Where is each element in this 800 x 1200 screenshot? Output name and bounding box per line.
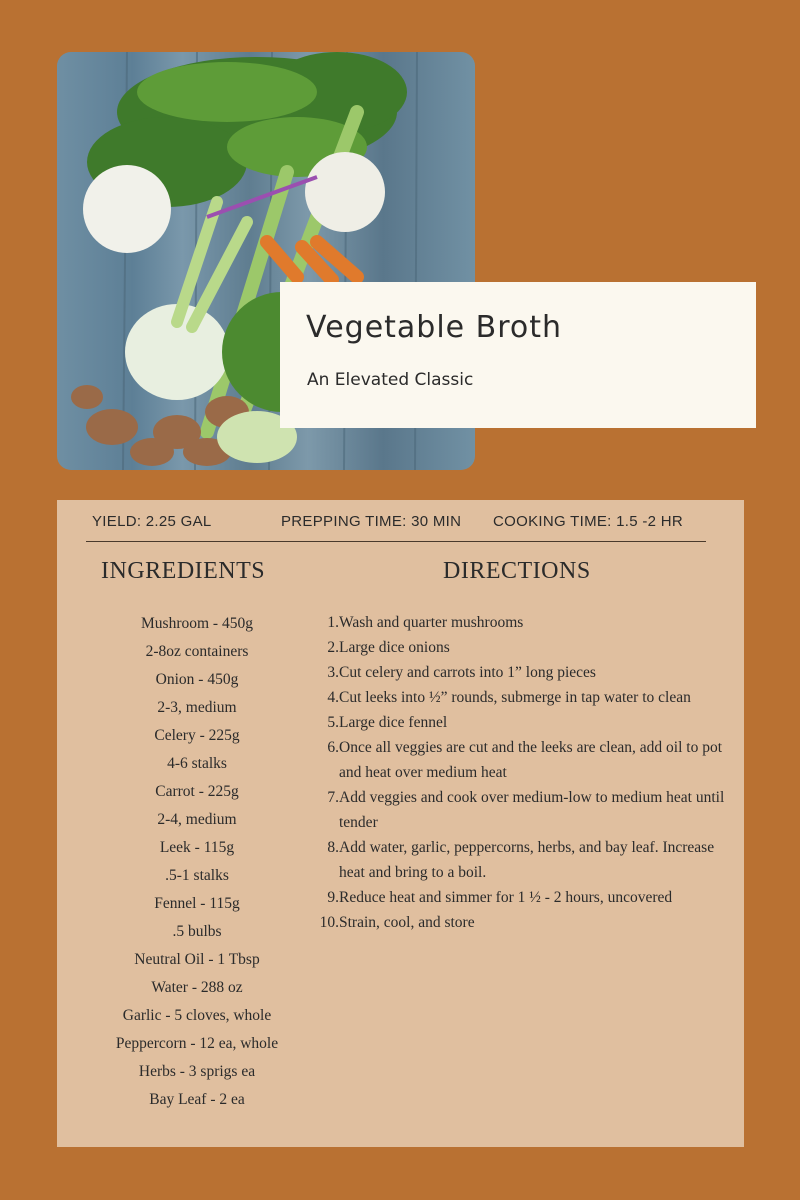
ingredient-item: Onion - 450g <box>155 671 239 688</box>
ingredient-item: Herbs - 3 sprigs ea <box>138 1063 256 1080</box>
step-text: Strain, cool, and store <box>339 914 475 931</box>
step-number: 3. <box>327 664 339 681</box>
prep-time-label: PREPPING TIME: 30 MIN <box>281 513 462 530</box>
step-text: Large dice onions <box>339 639 450 656</box>
directions-heading: DIRECTIONS <box>443 558 591 584</box>
direction-step <box>315 735 725 785</box>
ingredient-item: 2-8oz containers <box>145 643 249 660</box>
ingredient-item: Bay Leaf - 2 ea <box>149 1091 245 1108</box>
ingredient-item: Carrot - 225g <box>155 783 239 800</box>
step-text: Once all veggies are cut and the leeks are clean, add oil to pot and heat over medium heat <box>339 739 723 781</box>
ingredients-heading: INGREDIENTS <box>101 558 266 584</box>
divider <box>86 541 706 542</box>
step-text: Cut leeks into ½” rounds, submerge in tap water to clean <box>339 689 691 706</box>
step-text: Reduce heat and simmer for 1 ½ - 2 hours, uncovered <box>339 889 673 906</box>
step-text: Add water, garlic, peppercorns, herbs, and bay leaf. Increase heat and bring to a boil. <box>339 839 715 881</box>
recipe-title: Vegetable Broth <box>306 310 563 345</box>
yield-label: YIELD: 2.25 GAL <box>92 513 212 530</box>
direction-step <box>315 660 725 685</box>
step-number: 2. <box>327 639 339 656</box>
ingredients-list <box>77 610 317 1114</box>
direction-step <box>315 685 725 710</box>
direction-step <box>315 635 725 660</box>
step-number: 9. <box>327 889 339 906</box>
step-number: 10. <box>319 914 339 931</box>
directions-list <box>315 610 725 935</box>
step-number: 7. <box>327 789 339 806</box>
recipe-meta <box>57 510 744 534</box>
direction-step <box>315 785 725 835</box>
step-text: Large dice fennel <box>339 714 448 731</box>
direction-step <box>315 835 725 885</box>
step-number: 4. <box>327 689 339 706</box>
direction-step <box>315 885 725 910</box>
ingredient-item: Water - 288 oz <box>151 979 243 996</box>
ingredient-item: Celery - 225g <box>154 727 240 744</box>
step-text: Cut celery and carrots into 1” long pieces <box>339 664 596 681</box>
direction-step <box>315 910 725 935</box>
ingredient-item: Leek - 115g <box>159 839 235 856</box>
ingredient-item: Neutral Oil - 1 Tbsp <box>134 951 260 968</box>
ingredient-item: 4-6 stalks <box>167 755 227 772</box>
direction-step <box>315 610 725 635</box>
step-text: Wash and quarter mushrooms <box>339 614 524 631</box>
title-card <box>280 282 756 428</box>
step-number: 8. <box>327 839 339 856</box>
ingredient-item: Garlic - 5 cloves, whole <box>122 1007 272 1024</box>
step-number: 6. <box>327 739 339 756</box>
step-number: 1. <box>327 614 339 631</box>
ingredient-item: .5-1 stalks <box>165 867 229 884</box>
ingredient-item: Peppercorn - 12 ea, whole <box>115 1035 279 1052</box>
direction-step <box>315 710 725 735</box>
ingredient-item: 2-3, medium <box>157 699 237 716</box>
cook-time-label: COOKING TIME: 1.5 -2 HR <box>493 513 683 530</box>
ingredient-item: .5 bulbs <box>172 923 222 940</box>
step-text: Add veggies and cook over medium-low to medium heat until tender <box>339 789 725 831</box>
step-number: 5. <box>327 714 339 731</box>
recipe-subtitle: An Elevated Classic <box>307 370 474 390</box>
ingredient-item: Mushroom - 450g <box>141 615 253 632</box>
recipe-card <box>57 500 744 1147</box>
ingredient-item: Fennel - 115g <box>154 895 240 912</box>
ingredient-item: 2-4, medium <box>157 811 237 828</box>
